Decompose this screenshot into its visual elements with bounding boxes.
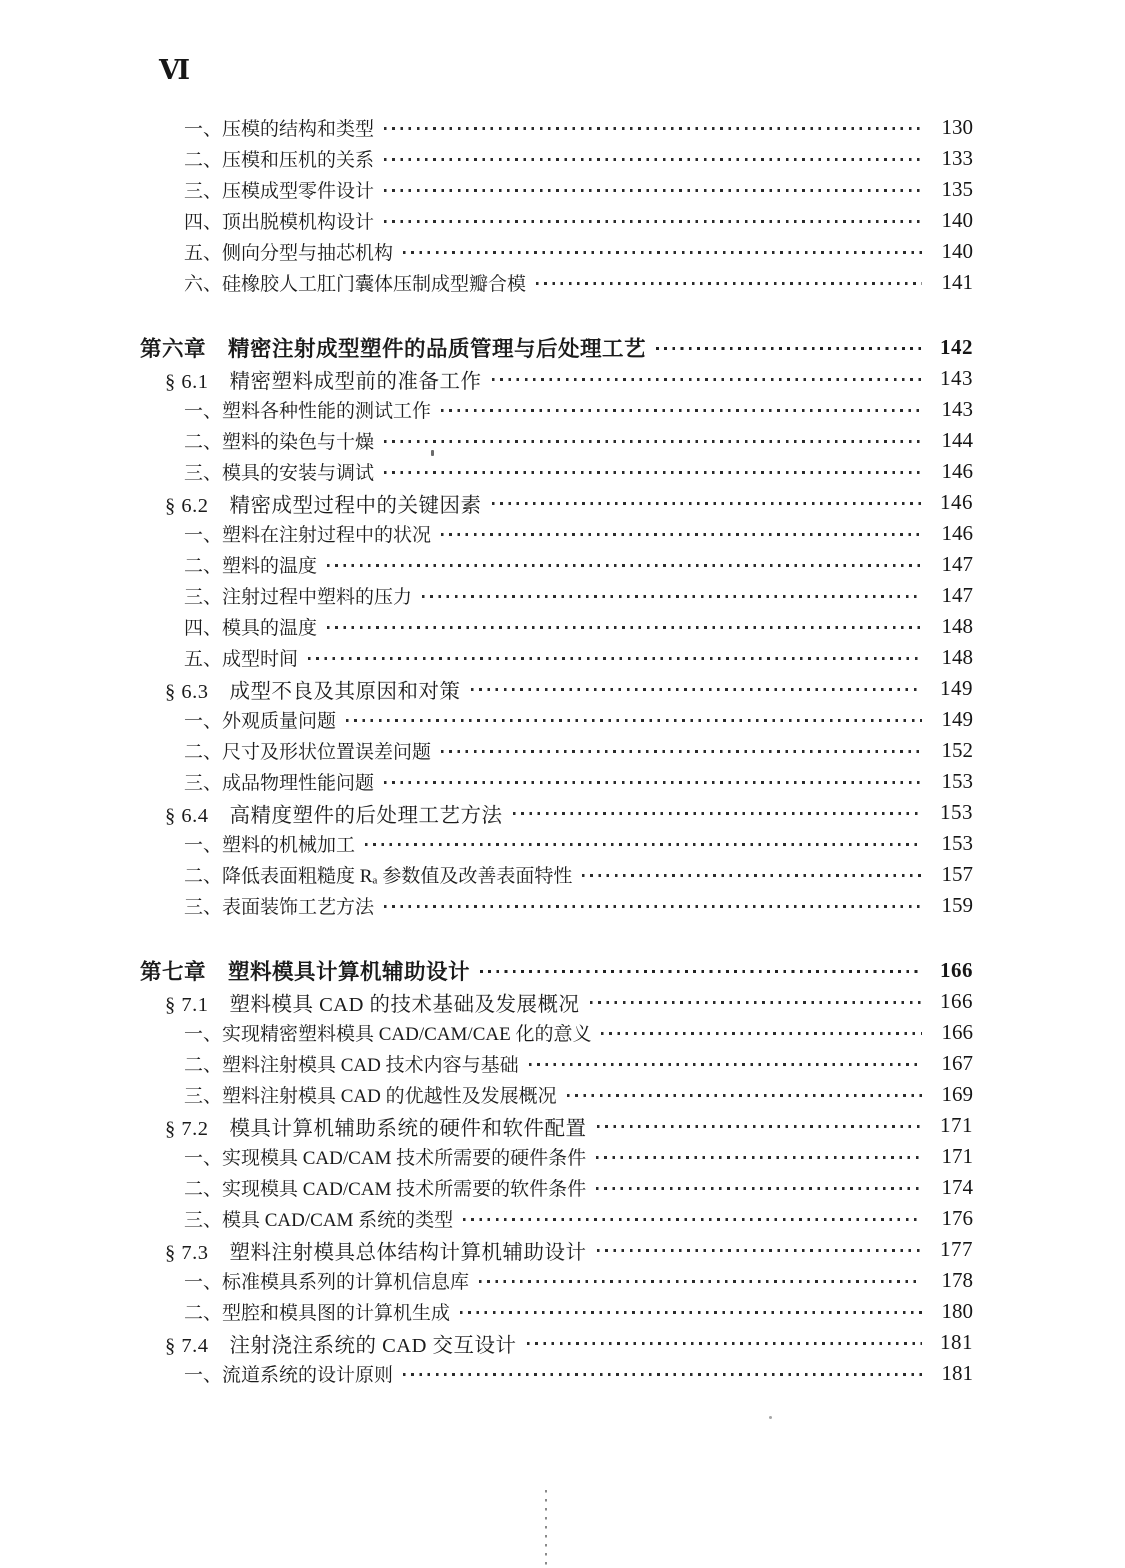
toc-entry [184,642,973,673]
toc-entry-page: 153 [941,769,973,793]
toc-entry-page: 153 [941,831,973,855]
toc-entry-page: 142 [940,335,973,359]
toc-entry-label: 一、外观质量问题 [184,711,337,732]
toc-entry-label: 五、成型时间 [184,649,299,670]
toc-entry-page: 157 [941,862,973,886]
dot-leader [529,1063,922,1066]
toc-entry [184,456,973,487]
toc-entry-label: 一、塑料各种性能的测试工作 [184,401,432,422]
toc-entry-page: 176 [941,1206,973,1230]
toc-entry [140,955,973,986]
toc-entry [184,205,973,236]
toc-entry [184,704,973,735]
toc-entry-page: 171 [941,1144,973,1168]
toc-entry-label: § 7.3 塑料注射模具总体结构计算机辅助设计 [165,1241,587,1264]
toc-entry-page: 166 [940,958,973,982]
toc-entry-page: 178 [941,1268,973,1292]
dot-leader [384,781,922,784]
toc-entry-label: § 7.2 模具计算机辅助系统的硬件和软件配置 [165,1117,587,1140]
dot-leader [492,378,923,381]
toc-entry-label: 一、流道系统的设计原则 [184,1365,394,1386]
toc-entry-page: 169 [941,1082,973,1106]
toc-entry-label: § 7.1 塑料模具 CAD 的技术基础及发展概况 [165,993,580,1016]
toc-entry [184,1265,973,1296]
toc-entry-page: 133 [941,146,973,170]
toc-entry-page: 140 [941,239,973,263]
toc-entry [184,174,973,205]
toc-entry-label: 二、尺寸及形状位置误差问题 [184,742,432,763]
toc-entry-label: 一、塑料的机械加工 [184,835,356,856]
toc-entry [165,1110,973,1141]
toc-entry [165,487,973,518]
toc-entry [184,766,973,797]
toc-entry-page: 140 [941,208,973,232]
toc-entry-label: 四、模具的温度 [184,618,318,639]
toc-entry-label: 一、压模的结构和类型 [184,119,375,140]
toc-entry [184,611,973,642]
dot-leader [463,1218,922,1221]
toc-entry-page: 143 [941,397,973,421]
toc-entry [184,112,973,143]
dot-leader [384,158,922,161]
dot-leader [384,127,922,130]
toc-entry [184,549,973,580]
dot-leader [479,1280,922,1283]
toc-entry-page: 149 [941,707,973,731]
dot-leader [384,440,922,443]
dot-leader [422,595,922,598]
dot-leader [492,502,923,505]
toc-entry [184,1296,973,1327]
toc-entry-page: 147 [941,552,973,576]
dot-leader [346,719,922,722]
toc-entry [184,1017,973,1048]
toc-entry-label: 二、降低表面粗糙度 Rₐ 参数值及改善表面特性 [184,866,573,887]
toc-entry [165,986,973,1017]
toc-entry-page: 153 [940,800,973,824]
toc-entry-page: 146 [941,521,973,545]
toc-entry-page: 130 [941,115,973,139]
dot-leader [656,347,922,350]
toc-entry-label: 三、塑料注射模具 CAD 的优越性及发展概况 [184,1086,557,1107]
dot-leader [327,626,922,629]
toc-entry [184,890,973,921]
toc-entry-label: 一、标准模具系列的计算机信息库 [184,1272,470,1293]
toc-entry-label: 三、模具 CAD/CAM 系统的类型 [184,1210,454,1231]
dot-leader [384,471,922,474]
toc-entry-label: 第七章 塑料模具计算机辅助设计 [140,960,471,985]
table-of-contents [140,112,973,1389]
toc-entry-label: 第六章 精密注射成型塑件的品质管理与后处理工艺 [140,337,647,362]
toc-entry [184,267,973,298]
toc-entry-page: 171 [940,1113,973,1137]
toc-entry-label: 二、型腔和模具图的计算机生成 [184,1303,451,1324]
toc-entry [184,143,973,174]
dot-leader [536,282,922,285]
dot-leader [582,874,922,877]
toc-entry-page: 166 [941,1020,973,1044]
toc-entry-page: 180 [941,1299,973,1323]
dot-leader [471,688,923,691]
toc-entry-page: 144 [941,428,973,452]
toc-entry-label: § 6.3 成型不良及其原因和对策 [165,680,461,703]
toc-entry-page: 181 [941,1361,973,1385]
toc-entry [165,363,973,394]
toc-entry-label: 二、实现模具 CAD/CAM 技术所需要的软件条件 [184,1179,587,1200]
dot-leader [480,970,922,973]
toc-entry-page: 148 [941,614,973,638]
toc-entry-label: § 7.4 注射浇注系统的 CAD 交互设计 [165,1334,517,1357]
toc-entry-label: 五、侧向分型与抽芯机构 [184,243,394,264]
toc-entry [184,518,973,549]
toc-entry [184,1048,973,1079]
dot-leader [403,251,922,254]
toc-entry-label: 二、塑料的染色与十燥 [184,432,375,453]
toc-entry-label: 三、注射过程中塑料的压力 [184,587,413,608]
toc-entry-page: 146 [941,459,973,483]
toc-entry [184,394,973,425]
scan-speck [769,1416,772,1419]
dot-leader [441,409,922,412]
page-number-marker: Ⅵ [159,55,189,85]
dot-leader [384,220,922,223]
dot-leader [441,750,922,753]
dot-leader [308,657,922,660]
toc-entry-page: 181 [940,1330,973,1354]
toc-entry-label: 一、实现精密塑料模具 CAD/CAM/CAE 化的意义 [184,1024,592,1045]
toc-entry [184,1203,973,1234]
dot-leader [596,1156,922,1159]
toc-entry-label: 二、压模和压机的关系 [184,150,375,171]
toc-entry [184,236,973,267]
toc-entry-page: 174 [941,1175,973,1199]
toc-entry-label: 一、塑料在注射过程中的状况 [184,525,432,546]
toc-entry [165,673,973,704]
dot-leader [365,843,922,846]
toc-entry-page: 135 [941,177,973,201]
dot-leader [596,1187,922,1190]
dot-leader [460,1311,922,1314]
toc-entry-label: 三、成品物理性能问题 [184,773,375,794]
dot-leader [601,1032,922,1035]
dot-leader [403,1373,922,1376]
toc-entry-page: 159 [941,893,973,917]
dot-leader [384,189,922,192]
toc-entry-page: 148 [941,645,973,669]
toc-entry [140,332,973,363]
dot-leader [527,1342,922,1345]
dot-leader [327,564,922,567]
toc-entry-label: 三、压模成型零件设计 [184,181,375,202]
dot-leader [597,1125,923,1128]
dot-leader [384,905,922,908]
toc-entry [184,1141,973,1172]
toc-entry [184,1079,973,1110]
toc-entry-page: 146 [940,490,973,514]
toc-entry [184,425,973,456]
scan-fold-artifact [545,1490,547,1568]
toc-entry-label: 四、顶出脱模机构设计 [184,212,375,233]
dot-leader [597,1249,923,1252]
toc-entry-label: 一、实现模具 CAD/CAM 技术所需要的硬件条件 [184,1148,587,1169]
dot-leader [567,1094,922,1097]
toc-entry-label: 三、表面装饰工艺方法 [184,897,375,918]
toc-entry [184,1172,973,1203]
dot-leader [441,533,922,536]
toc-entry-label: 二、塑料注射模具 CAD 技术内容与基础 [184,1055,519,1076]
toc-entry-label: 三、模具的安装与调试 [184,463,375,484]
toc-entry [184,1358,973,1389]
toc-entry [184,580,973,611]
toc-entry-page: 141 [941,270,973,294]
toc-entry-page: 149 [940,676,973,700]
toc-entry-page: 152 [941,738,973,762]
dot-leader [513,812,923,815]
toc-entry-label: 二、塑料的温度 [184,556,318,577]
toc-entry [165,1327,973,1358]
scan-speck [431,450,434,456]
toc-entry-label: § 6.1 精密塑料成型前的准备工作 [165,370,482,393]
toc-entry-page: 167 [941,1051,973,1075]
toc-entry-page: 147 [941,583,973,607]
toc-entry-page: 177 [940,1237,973,1261]
toc-entry-label: § 6.4 高精度塑件的后处理工艺方法 [165,804,503,827]
toc-entry [184,859,973,890]
toc-entry-page: 166 [940,989,973,1013]
toc-entry-label: 六、硅橡胶人工肛门囊体压制成型瓣合模 [184,274,527,295]
toc-entry [184,828,973,859]
toc-entry [184,735,973,766]
toc-entry-page: 143 [940,366,973,390]
dot-leader [590,1001,922,1004]
toc-entry [165,1234,973,1265]
toc-entry [165,797,973,828]
toc-entry-label: § 6.2 精密成型过程中的关键因素 [165,494,482,517]
